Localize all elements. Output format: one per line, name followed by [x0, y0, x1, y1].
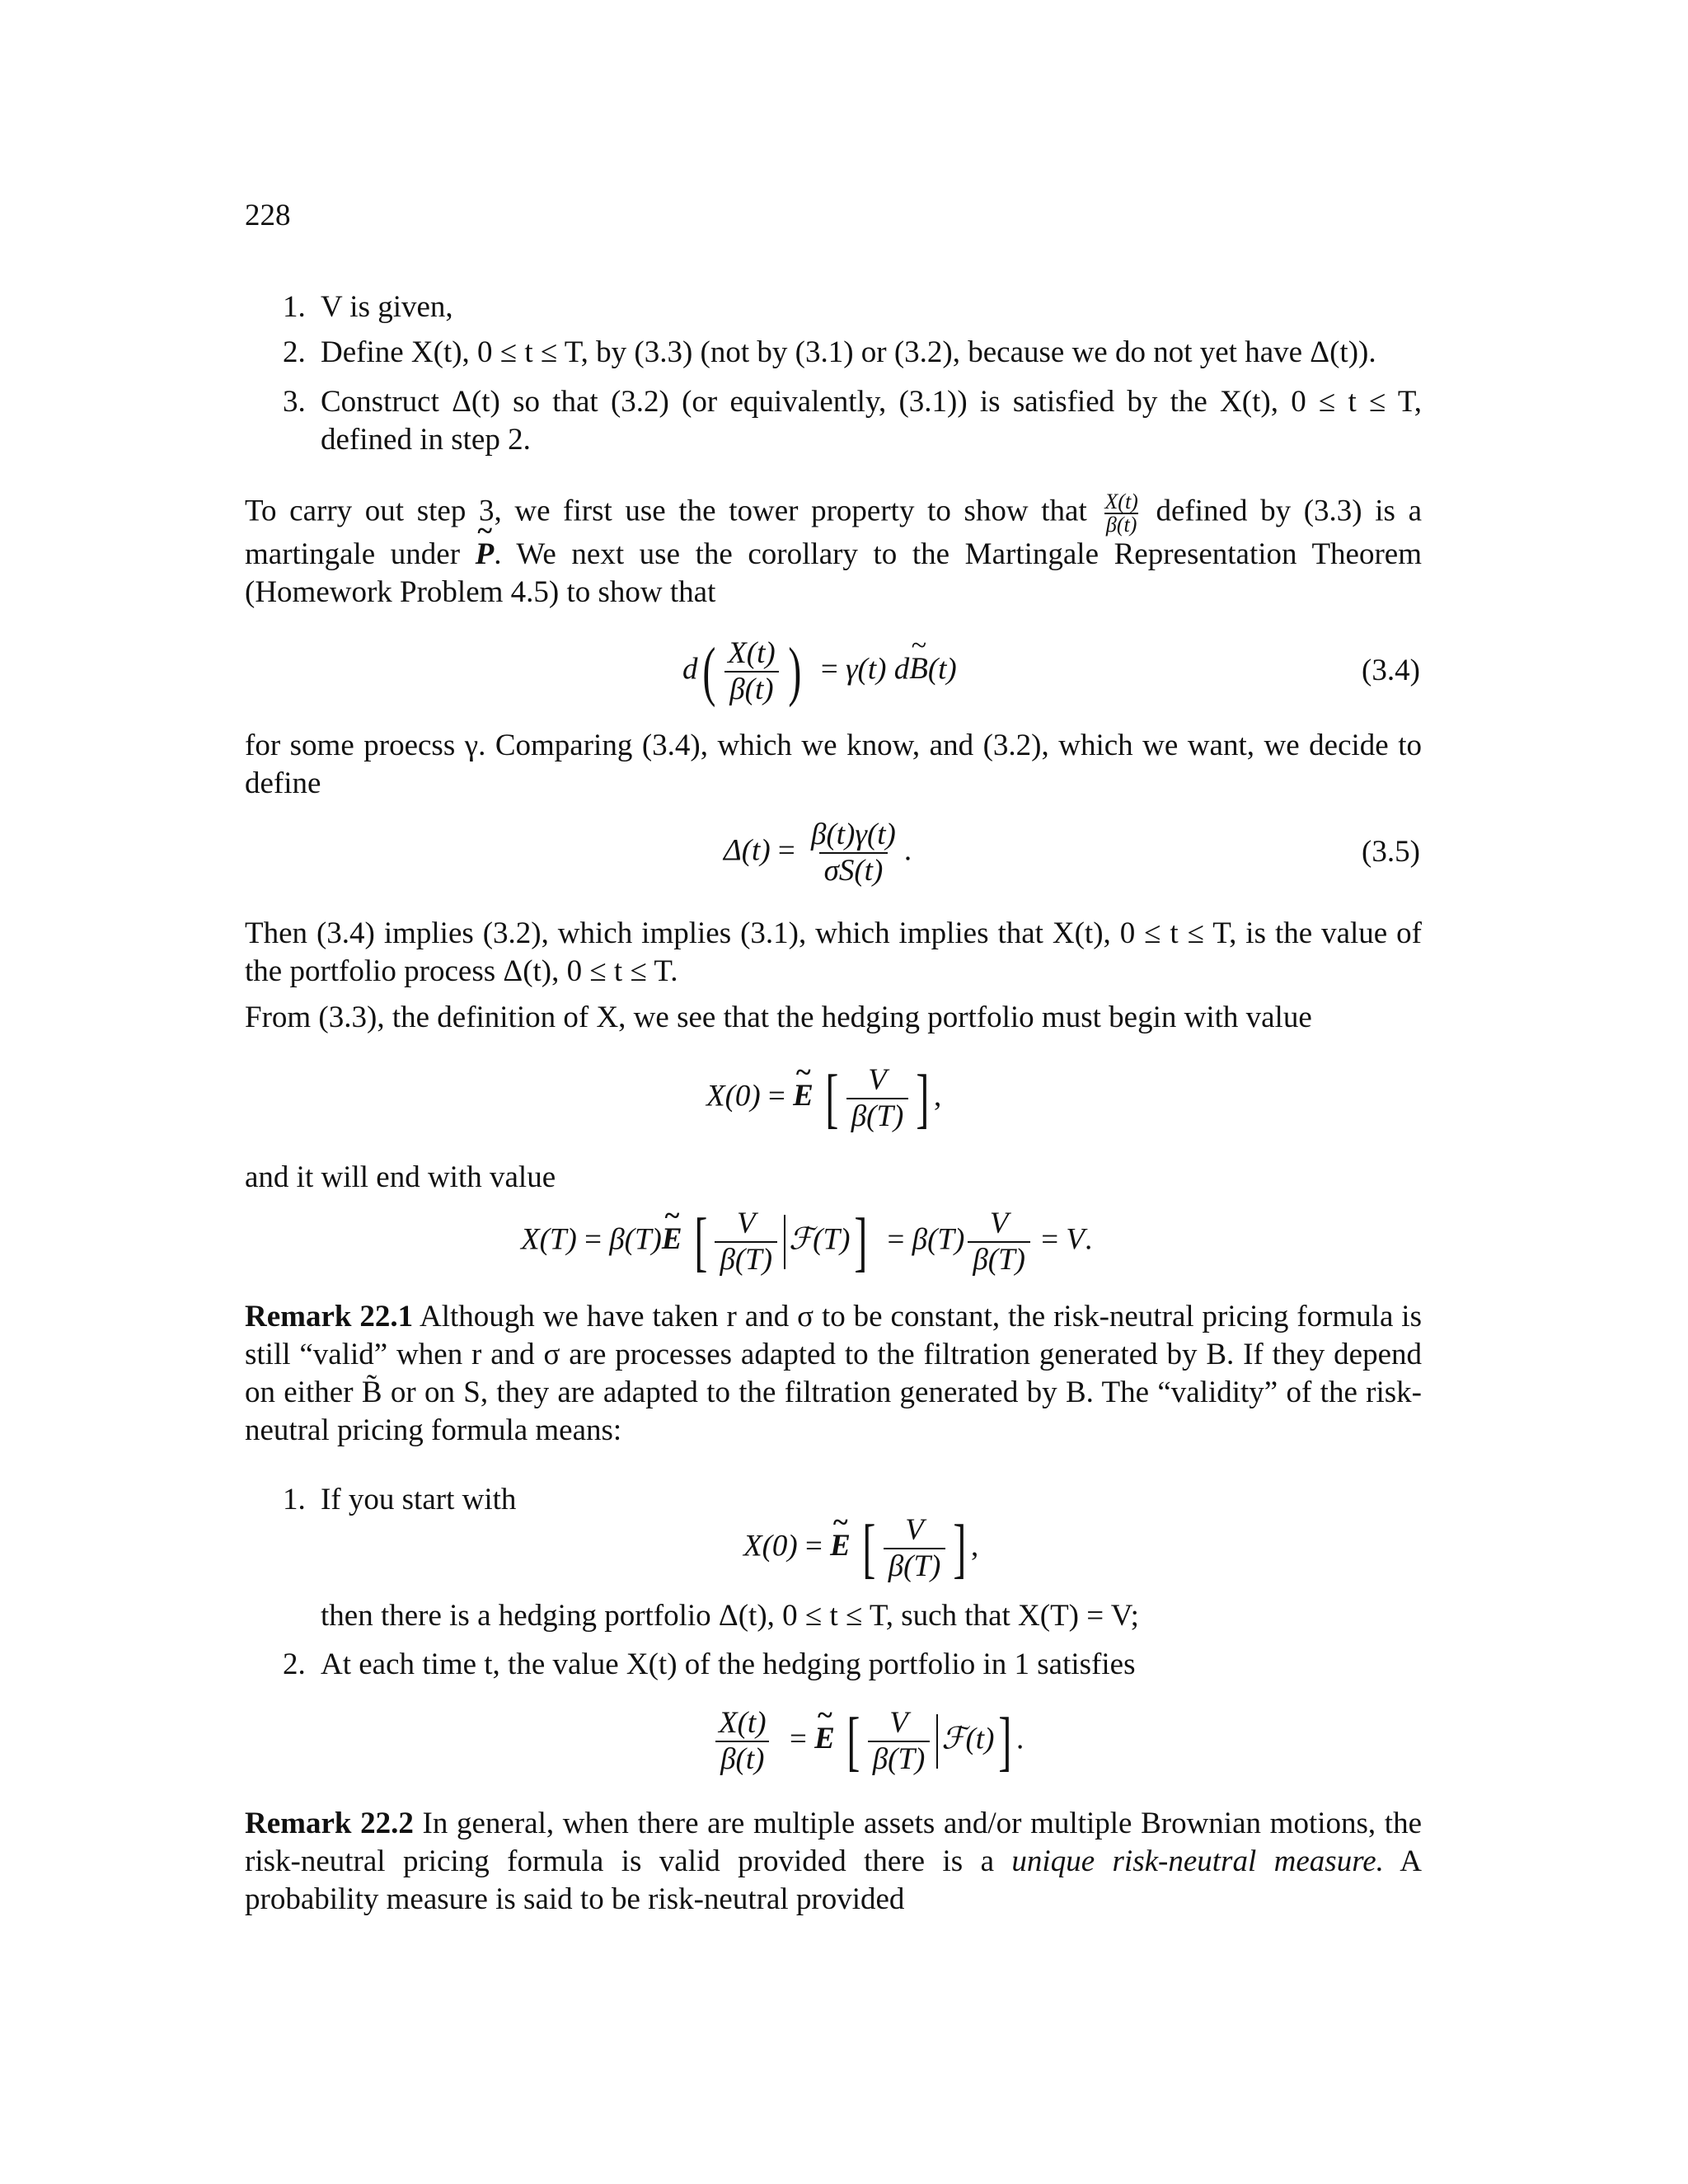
remark-text: Although we have taken r and σ to be constant, the risk-neutral pricing formula is still “valid” when r and σ are processes adapted to the filtration generated by B. If they depend on either B̃ or on S, they are adapted to the filtration generated by B. The “validity” of the risk-neutral pricing formula means: [245, 1300, 1422, 1447]
text-run: defined by (3.3) is a martingale under [245, 494, 1423, 571]
remark-22-2 [245, 1805, 1422, 1919]
paragraph: Then (3.4) implies (3.2), which implies (3.1), which implies that X(t), 0 ≤ t ≤ T, is the value of the portfolio process Δ(t), 0 ≤ t ≤ T. [245, 916, 1422, 988]
list-text: Construct Δ(t) so that (3.2) (or equivalently, (3.1)) is satisfied by the X(t), 0 ≤ t ≤ T, defined in step 2. [321, 385, 1422, 457]
list-text: Define X(t), 0 ≤ t ≤ T, by (3.3) (not by (3.1) or (3.2), because we do not yet have Δ(t)). [321, 335, 1376, 369]
list-number: 2. [283, 1647, 306, 1681]
equation-x0: X(0) = ~ E [ $\frac{V}{\beta(T)}$ ] , [706, 1063, 941, 1134]
remark-emphasis: unique risk-neutral measure. [1011, 1844, 1384, 1878]
list-text: If you start with [321, 1483, 517, 1516]
paragraph [245, 491, 1422, 612]
remark-text: A probability measure is said to be risk-neutral provided [245, 1844, 1422, 1916]
equation-x0-remark: X(0) = ~ E [ $\frac{V}{\beta(T)}$ ] , [743, 1513, 978, 1584]
remark-text: In general, when there are multiple assets and/or multiple Brownian motions, the risk-neutral pricing formula is valid provided there is a [245, 1807, 1423, 1878]
list-text: At each time t, the value X(t) of the hedging portfolio in 1 satisfies [321, 1647, 1136, 1681]
equation-number: (3.5) [1362, 835, 1420, 869]
paragraph: From (3.3), the definition of X, we see that the hedging portfolio must begin with value [245, 1001, 1312, 1034]
text-run: . We next use the corollary to the Martingale Representation Theorem (Homework Problem 4.5) to show that [245, 537, 1422, 609]
list-number: 1. [283, 290, 306, 324]
remark-22-1 [245, 1298, 1422, 1450]
equation-martingale: $\frac{X(t)}{\beta(t)}$ = ~ E [ $\frac{V}{\beta(T)}$ ℱ(t)] . [710, 1706, 1024, 1777]
text-run: To carry out step 3, we first use the tower property to show that [245, 494, 1087, 528]
equation-xt: X(T) = β(T)~ E [ $\frac{V}{\beta(T)}$ ℱ(T)] = β(T) $\frac{V}{\beta(T)}$ = V. [521, 1207, 1092, 1277]
inline-fraction: $\frac{X(t)}{\beta(t)}$ [1104, 490, 1138, 537]
paragraph: for some proecss γ. Comparing (3.4), which we know, and (3.2), which we want, we decide to define [245, 729, 1422, 800]
equation-3-4: d( $\frac{X(t)}{\beta(t)}$ ) = γ(t) d~ B(t) [682, 636, 957, 707]
list-number: 1. [283, 1483, 306, 1516]
equation-number: (3.4) [1362, 654, 1420, 687]
list-number: 3. [283, 385, 306, 419]
paragraph: and it will end with value [245, 1160, 556, 1194]
equation-3-5: Δ(t) = $\frac{\beta(t)\gamma(t)}{\sigma S(t)}$ . [724, 818, 912, 888]
remark-label: Remark 22.2 [245, 1807, 414, 1840]
remark-label: Remark 22.1 [245, 1300, 414, 1333]
list-text: V is given, [321, 290, 453, 324]
list-number: 2. [283, 335, 306, 369]
list-continuation: then there is a hedging portfolio Δ(t), 0 ≤ t ≤ T, such that X(T) = V; [321, 1599, 1139, 1633]
page-number: 228 [245, 199, 291, 232]
measure-symbol: ~ P [476, 536, 495, 574]
